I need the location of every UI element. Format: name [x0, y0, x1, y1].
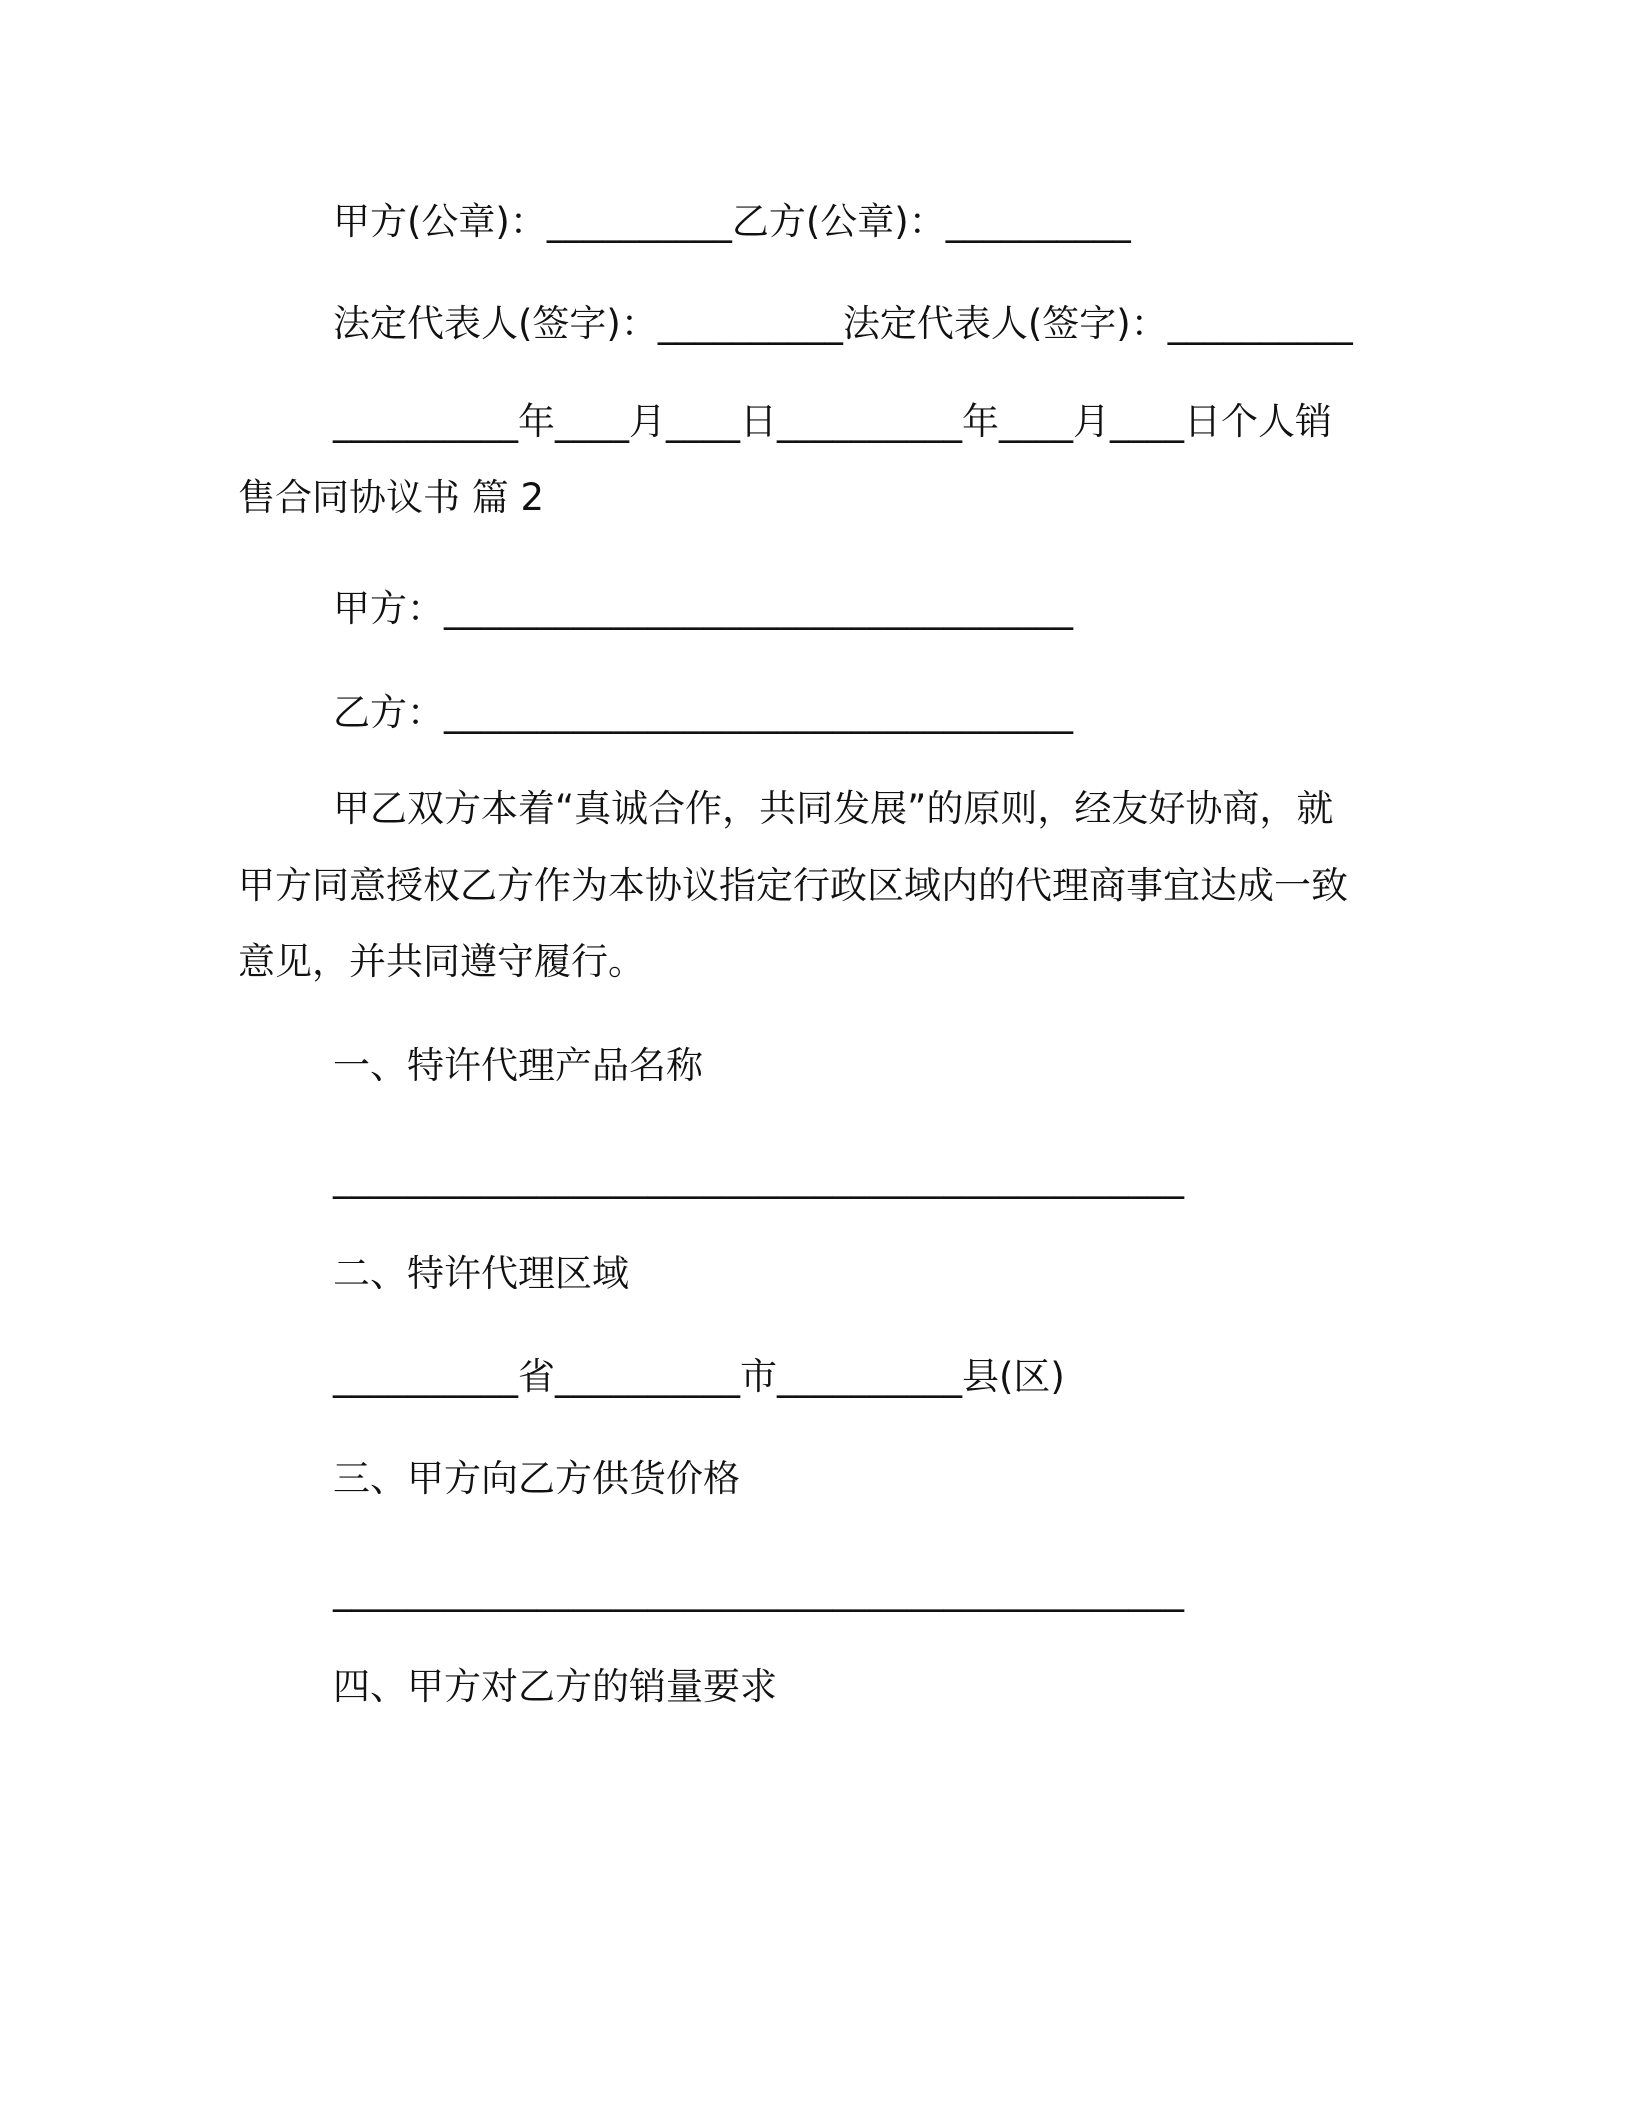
region-blank-line: __________省__________市__________县(区)	[333, 1355, 1065, 1398]
preamble-line-2: 甲方同意授权乙方作为本协议指定行政区域内的代理商事宜达成一致	[238, 864, 1348, 907]
section-1-blank: ______________________________________________	[333, 1156, 1184, 1199]
section-2-heading: 二、特许代理区域	[333, 1252, 629, 1295]
section-3-blank: ______________________________________________	[333, 1569, 1184, 1612]
seal-signature-line: 甲方(公章)：__________乙方(公章)：__________	[333, 200, 1131, 243]
date-line: __________年____月____日__________年____月____日个人销	[333, 400, 1332, 443]
section-1-heading: 一、特许代理产品名称	[333, 1044, 703, 1087]
preamble-line-3: 意见，并共同遵守履行。	[238, 940, 645, 983]
preamble-line-1: 甲乙双方本着“真诚合作，共同发展”的原则，经友好协商，就	[333, 787, 1334, 830]
party-a-line: 甲方：__________________________________	[333, 587, 1073, 630]
party-b-line: 乙方：__________________________________	[333, 691, 1073, 734]
section-4-heading: 四、甲方对乙方的销量要求	[333, 1665, 777, 1708]
legal-representative-line: 法定代表人(签字)：__________法定代表人(签字)：__________	[333, 302, 1353, 345]
section-3-heading: 三、甲方向乙方供货价格	[333, 1457, 740, 1500]
document-title-line: 售合同协议书 篇 2	[238, 476, 545, 519]
